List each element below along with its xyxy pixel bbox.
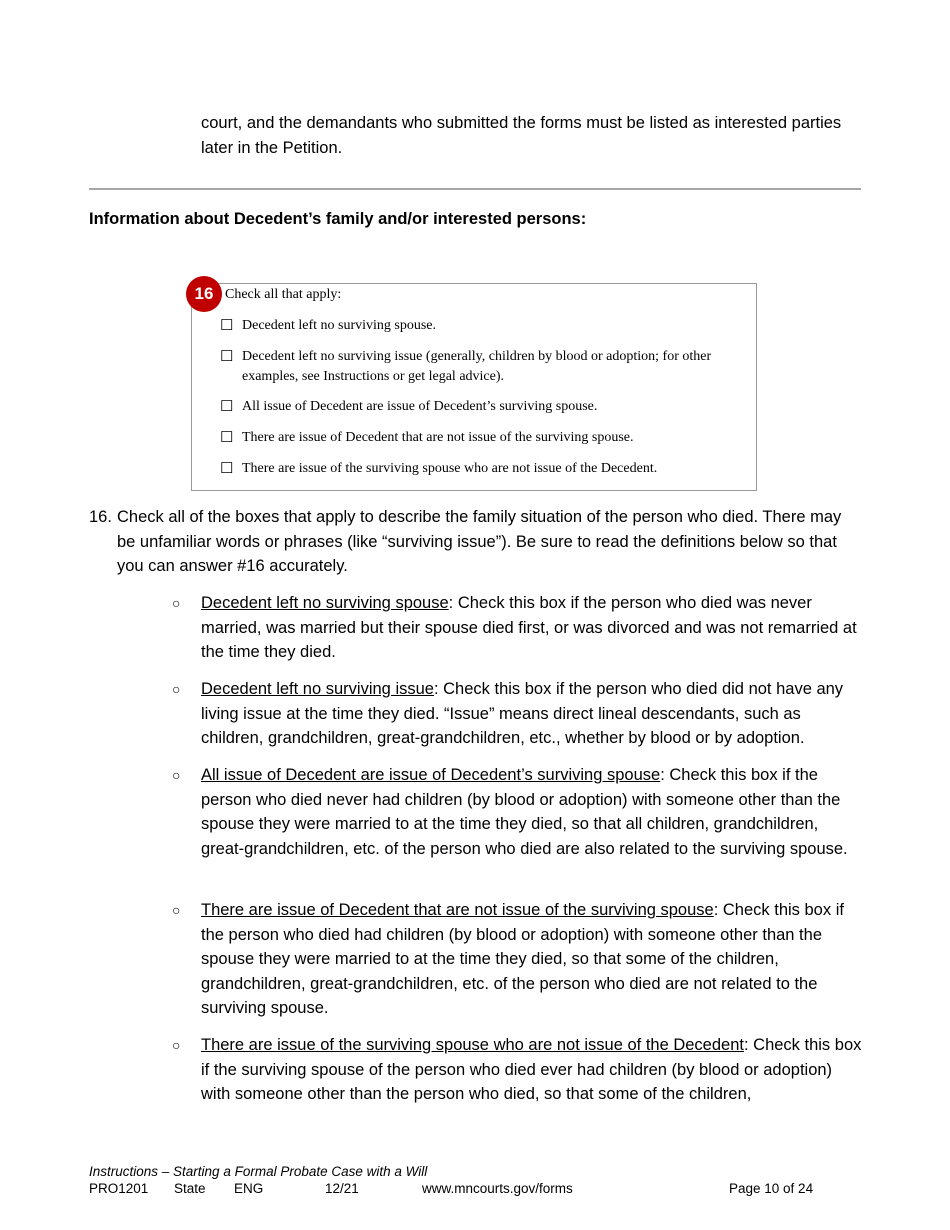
- definition-term: Decedent left no surviving spouse: [201, 594, 449, 612]
- form-option-label: Decedent left no surviving spouse.: [242, 318, 437, 333]
- form-option: [220, 347, 745, 387]
- definition-term: Decedent left no surviving issue: [201, 680, 434, 698]
- form-option-label: There are issue of the surviving spouse who are not issue of the Decedent.: [242, 461, 658, 476]
- page-footer: [89, 1163, 859, 1197]
- definition-item: [172, 677, 862, 751]
- intro-paragraph: court, and the demandants who submitted the forms must be listed as interested parties later in the Petition.: [201, 114, 842, 157]
- form-option: [220, 316, 745, 336]
- form-option: [220, 428, 745, 448]
- section-heading: Information about Decedent’s family and/or interested persons:: [89, 210, 587, 228]
- footer-title: Instructions – Starting a Formal Probate Case with a Will: [89, 1164, 428, 1179]
- bullet-icon: ○: [172, 595, 181, 611]
- definition-text: : Check this box if the surviving spouse of the person who died ever had children (by blood or adoption) with someone other than the person who died, so that some of the children,: [201, 1036, 862, 1103]
- form-prompt: Check all that apply:: [225, 287, 342, 302]
- instruction-text: Check all of the boxes that apply to describe the family situation of the person who died. There may be unfamiliar words or phrases (like “surviving issue”). Be sure to read the definitions below so that you can answer #16 accurately.: [117, 508, 842, 575]
- definition-text: : Check this box if the person who died did not have any living issue at the time they died. “Issue” means direct lineal descendants, such as children, grandchildren, great-grandchildren, etc., whether by blood or by adoption.: [201, 680, 844, 747]
- footer-page-number: Page 10 of 24: [729, 1181, 814, 1196]
- form-option: [220, 459, 745, 479]
- checkbox-icon: ☐: [220, 430, 234, 446]
- footer-scope: State: [174, 1181, 206, 1196]
- form-option-label: All issue of Decedent are issue of Decedent’s surviving spouse.: [242, 399, 598, 414]
- checkbox-icon: ☐: [220, 318, 234, 334]
- footer-form-code: PRO1201: [89, 1181, 149, 1196]
- checkbox-icon: ☐: [220, 461, 234, 477]
- definition-item: [172, 763, 862, 861]
- checkbox-icon: ☐: [220, 399, 234, 415]
- definition-text: : Check this box if the person who died never had children (by blood or adoption) with someone other than the spouse they were married to at the time they died, so that all children, grandchildren, great-grandchildren, etc. of the person who died are also related to the surviving spouse.: [201, 766, 848, 858]
- section-divider: [89, 188, 861, 190]
- footer-url: www.mncourts.gov/forms: [422, 1181, 573, 1196]
- bullet-icon: ○: [172, 681, 181, 697]
- bullet-icon: ○: [172, 902, 181, 918]
- question-number-badge: 16: [186, 276, 222, 312]
- definition-term: All issue of Decedent are issue of Decedent’s surviving spouse: [201, 766, 661, 784]
- form-option: [220, 397, 745, 417]
- form-option-label: Decedent left no surviving issue (generally, children by blood or adoption; for other examples, see Instructions or get legal advice).: [242, 349, 712, 384]
- instruction-16: [89, 505, 859, 579]
- definition-term: There are issue of Decedent that are not issue of the surviving spouse: [201, 901, 714, 919]
- definition-text: : Check this box if the person who died was never married, was married but their spouse died first, or was divorced and was not remarried at the time they died.: [201, 594, 857, 661]
- definition-text: : Check this box if the person who died had children (by blood or adoption) with someone other than the spouse they were married to at the time they died, so that some of the children, grandchildren, great-grandchildren, etc. of the person who died are not related to the surviving spouse.: [201, 901, 844, 1017]
- instruction-number: 16.: [89, 508, 112, 526]
- definition-item: [172, 1033, 862, 1107]
- bullet-icon: ○: [172, 767, 181, 783]
- footer-date: 12/21: [325, 1181, 359, 1196]
- checkbox-icon: ☐: [220, 349, 234, 365]
- footer-language: ENG: [234, 1181, 264, 1196]
- definition-item: [172, 898, 862, 1021]
- form-excerpt: [191, 283, 757, 491]
- definition-term: There are issue of the surviving spouse who are not issue of the Decedent: [201, 1036, 744, 1054]
- bullet-icon: ○: [172, 1037, 181, 1053]
- form-option-label: There are issue of Decedent that are not issue of the surviving spouse.: [242, 430, 634, 445]
- definition-item: [172, 591, 862, 665]
